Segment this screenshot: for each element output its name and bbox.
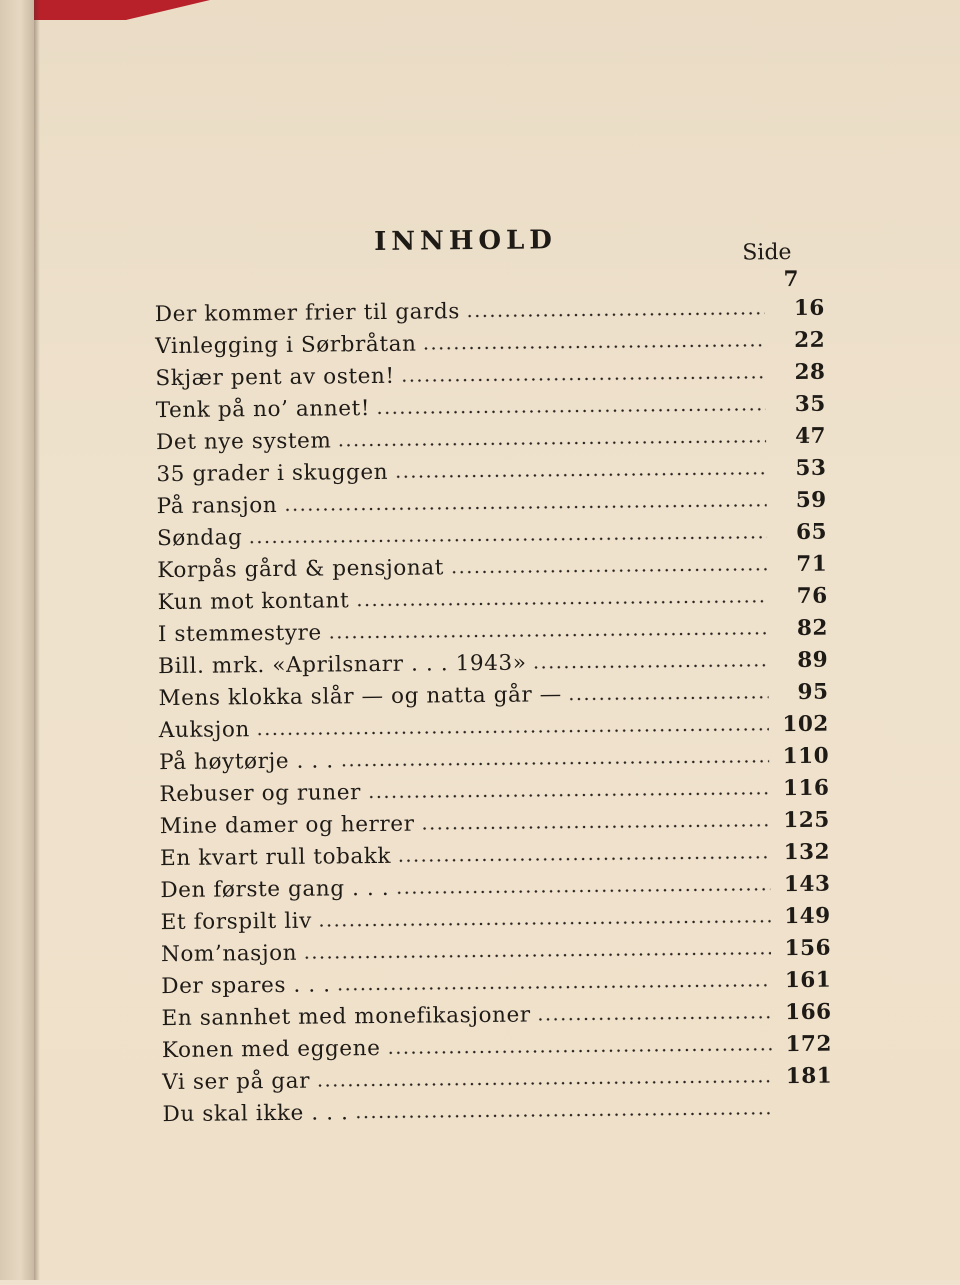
dot-leader (328, 631, 768, 639)
toc-entry-page: 172 (785, 1031, 833, 1057)
toc-entry-page: 156 (784, 935, 832, 961)
toc-entry-title: Mine damer og herrer (159, 811, 415, 839)
toc-entry-page: 71 (796, 551, 828, 577)
dot-leader (340, 759, 769, 767)
toc-entry-page: 35 (794, 391, 826, 417)
dot-leader (401, 375, 766, 383)
toc-entry-title: Et forspilt liv (160, 908, 313, 935)
toc-entry-title: 35 grader i skuggen (156, 459, 389, 487)
dot-leader (355, 1111, 773, 1119)
toc-entry-title: Auksjon (158, 716, 251, 743)
page-column-label: Side (742, 239, 792, 266)
toc-entry-page: 28 (794, 359, 826, 385)
toc-entry-page: 110 (782, 743, 830, 769)
toc-entry-page: 102 (782, 711, 829, 737)
toc-entry-page: 125 (783, 807, 830, 833)
toc-entry-page: 59 (795, 487, 827, 513)
toc-entry-title: Tenk på no’ annet! (155, 395, 371, 423)
dot-leader (337, 439, 766, 447)
toc-entry-page: 76 (796, 583, 828, 609)
dot-leader (450, 567, 767, 574)
toc-entry-page: 47 (795, 423, 827, 449)
dot-leader (395, 887, 770, 895)
toc-entry-page: 16 (793, 295, 825, 321)
dot-leader (397, 855, 770, 863)
toc-entry-title: Du skal ikke . . . (162, 1099, 349, 1127)
dot-leader (316, 1079, 772, 1087)
dot-leader (318, 919, 771, 927)
toc-entry-page: 132 (783, 839, 831, 865)
toc-entry-page: 95 (797, 679, 829, 705)
table-of-contents (155, 287, 833, 1125)
toc-entry-title: Konen med eggene (161, 1035, 381, 1063)
toc-entry-title: En sannhet med monefikasjoner (161, 1002, 531, 1031)
toc-entry-title: Det nye system (155, 427, 332, 455)
dot-leader (256, 727, 769, 736)
toc-entry-title: I stemmestyre (157, 620, 322, 647)
dot-leader (386, 1047, 771, 1055)
toc-entry-page (773, 1119, 833, 1120)
toc-entry-page: 143 (783, 871, 831, 897)
dot-leader (568, 695, 769, 701)
toc-entry-title: Korpås gård & pensjonat (157, 554, 445, 583)
toc-entry-title: Der kommer frier til gards (154, 298, 461, 327)
toc-entry-page: 181 (785, 1063, 833, 1089)
toc-entry-title: Den første gang . . . (160, 875, 390, 903)
toc-entry-title: Nom’nasjon (160, 940, 298, 967)
toc-entry-page: 22 (794, 327, 826, 353)
toc-entry-page: 89 (797, 647, 829, 673)
toc-entry-title: Skjær pent av osten! (155, 363, 395, 391)
dot-leader (337, 983, 772, 991)
toc-entry-title: Vinlegging i Sørbråtan (155, 331, 417, 359)
dot-leader (394, 471, 766, 479)
dot-leader (466, 311, 765, 318)
dot-leader (367, 791, 770, 799)
toc-entry-title: Bill. mrk. «Aprilsnarr . . . 1943» (158, 650, 527, 679)
toc-entry-page: 53 (795, 455, 827, 481)
toc-entry-page: 149 (784, 903, 831, 929)
dot-leader (355, 599, 767, 607)
dot-leader (533, 663, 769, 669)
dot-leader (376, 407, 766, 415)
toc-entry-title: Kun mot kontant (157, 587, 350, 615)
dot-leader (537, 1015, 772, 1021)
dot-leader (423, 343, 766, 350)
toc-entry-title: Der spares . . . (161, 971, 331, 999)
toc-entry-title: En kvart rull tobakk (159, 843, 392, 871)
toc-entry-page: 65 (795, 519, 828, 545)
toc-entry-page: 161 (784, 967, 832, 993)
toc-entry-page: 166 (785, 999, 832, 1025)
toc-entry-title: Vi ser på gar (162, 1068, 311, 1095)
dot-leader (283, 503, 766, 512)
toc-entry-title: På ransjon (156, 492, 278, 519)
toc-entry-title: Mens klokka slår — og natta går — (158, 681, 562, 711)
dot-leader (249, 535, 768, 544)
contents-heading: INNHOLD (374, 225, 558, 257)
dot-leader (303, 951, 771, 959)
toc-entry (162, 1087, 832, 1125)
toc-entry-title: På høytørje . . . (159, 747, 334, 775)
toc-entry-title: Rebuser og runer (159, 779, 362, 807)
toc-entry-title: Søndag (156, 524, 243, 551)
toc-entry-page: 116 (782, 775, 830, 801)
first-page-number: 7 (783, 266, 799, 293)
toc-entry-page: 82 (796, 615, 829, 641)
dot-leader (421, 823, 770, 830)
